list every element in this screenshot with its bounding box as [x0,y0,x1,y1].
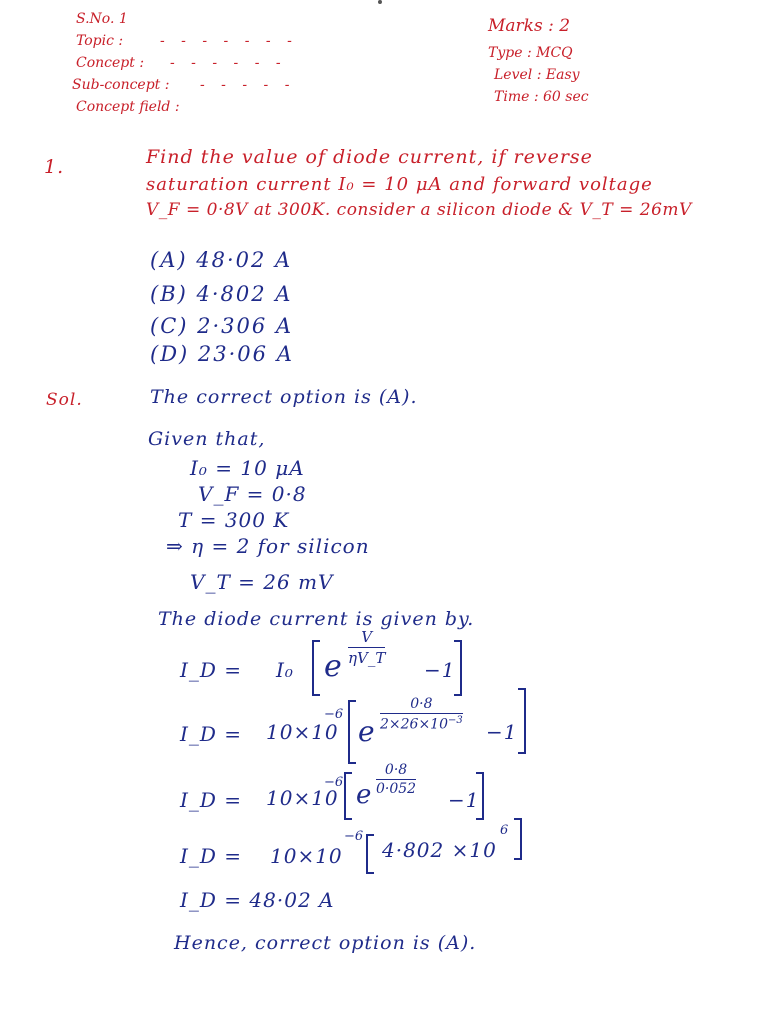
eq2-bracket-left [348,700,356,764]
diode-current-text: The diode current is given by. [158,608,475,630]
eq4-bracket-left [366,834,374,874]
given-vt: V_T = 26 mV [190,570,334,594]
eq4-coeff-exp: −6 [344,829,364,844]
concept-field-label: Concept field : [76,99,180,115]
serial-number: S.No. 1 [76,11,128,27]
eq2-minus-one: −1 [486,720,518,744]
eq2-bracket-right [518,688,526,754]
eq1-exp-den: ηV_T [348,649,386,667]
concept-blank: - - - - - - [170,55,287,71]
eq4-lhs: I_D = [180,844,243,868]
eq1-exp-num: V [348,628,385,648]
question-line-3: V_F = 0·8V at 300K. consider a silicon diode & V_T = 26mV [146,200,692,220]
correct-option-statement: The correct option is (A). [150,386,418,408]
eq3-exp-den: 0·052 [376,781,417,797]
eq1-minus-one: −1 [424,658,456,682]
option-a: (A) 48·02 A [150,248,293,272]
eq1-bracket-left [312,640,320,696]
eq2-e: e [358,715,375,748]
eq2-lhs: I_D = [180,722,243,746]
eq1-exponent [348,628,385,667]
eq4-value-exp: 6 [500,823,509,838]
eq2-exp-den-power: −3 [448,715,463,726]
question-line-1: Find the value of diode current, if reverse [146,146,593,168]
question-number: 1. [44,156,65,178]
eq2-coeff-exp: −6 [324,707,344,722]
given-vf: V_F = 0·8 [198,482,307,506]
given-io: I₀ = 10 μA [190,456,305,480]
eq1-lhs: I_D = [180,658,243,682]
eq3-coeff-exp: −6 [324,775,344,790]
option-c: (C) 2·306 A [150,314,294,338]
topic-blank: - - - - - - - [160,33,298,49]
given-eta: ⇒ η = 2 for silicon [166,534,370,558]
eq3-bracket-right [476,772,484,820]
question-line-2: saturation current I₀ = 10 μA and forward voltage [146,174,653,195]
solution-label: Sol. [46,390,83,410]
eq2-coeff: 10×10 [266,720,339,744]
eq1-e: e [324,649,342,684]
subconcept-label: Sub-concept : [72,77,170,93]
eq2-exponent [380,696,463,733]
subconcept-blank: - - - - - [200,77,296,93]
given-that: Given that, [148,428,266,450]
eq2-exp-den-base: 2×26×10 [380,716,448,733]
eq3-exp-num: 0·8 [376,762,416,780]
eq3-minus-one: −1 [448,788,480,812]
eq4-coeff: 10×10 [270,844,343,868]
option-b: (B) 4·802 A [150,282,293,306]
level: Level : Easy [494,67,580,83]
eq3-exponent [376,762,416,797]
given-t: T = 300 K [178,508,290,532]
final-result: I_D = 48·02 A [180,888,335,912]
eq1-bracket-right [454,640,462,696]
eq3-bracket-left [344,772,352,820]
eq3-coeff: 10×10 [266,786,339,810]
option-d: (D) 23·06 A [150,342,294,366]
eq2-exp-den [380,714,463,733]
concept-label: Concept : [76,55,145,71]
marks: Marks : 2 [488,16,571,36]
eq4-value: 4·802 ×10 [382,838,497,862]
time: Time : 60 sec [494,89,589,105]
eq3-lhs: I_D = [180,788,243,812]
conclusion: Hence, correct option is (A). [174,932,477,954]
topic-label: Topic : [76,33,124,49]
eq3-e: e [356,780,372,810]
type: Type : MCQ [488,45,573,61]
eq2-exp-num: 0·8 [380,696,463,714]
eq1-io: I₀ [276,658,294,682]
stray-dot [378,0,382,4]
eq4-bracket-right [514,818,522,860]
